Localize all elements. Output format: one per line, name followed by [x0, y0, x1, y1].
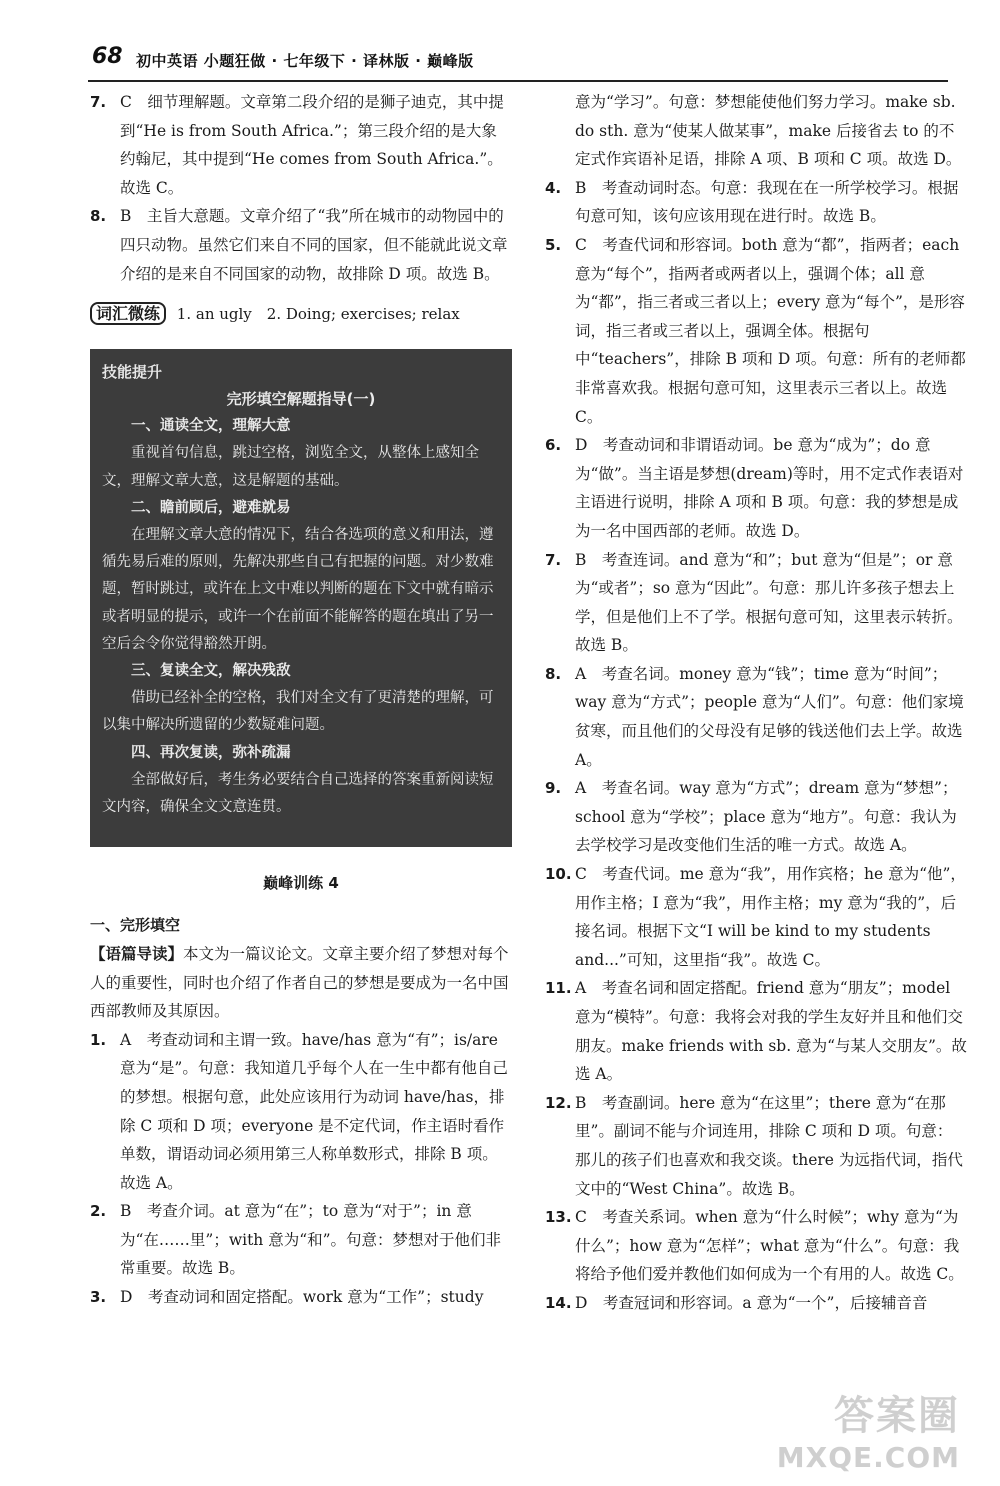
- vocab-practice: [90, 300, 512, 329]
- vocab-label: 词汇微练: [90, 302, 166, 325]
- answer-number: 14.: [545, 1293, 572, 1312]
- answer-text: C 细节理解题。文章第二段介绍的是狮子迪克，其中提到“He is from South Africa.”；第三段介绍的是大象约翰尼，其中提到“He comes from South Africa.”。故选 C。: [120, 93, 504, 197]
- skill-heading: 三、复读全文，解决残敌: [131, 662, 291, 679]
- answer-text: B 主旨大意题。文章介绍了“我”所在城市的动物园中的四只动物。虽然它们来自不同的国家，但不能就此说文章介绍的是来自不同国家的动物，故排除 D 项。故选 B。: [120, 207, 508, 283]
- right-column: [545, 88, 967, 1318]
- answer-text: D 考查冠词和形容词。a 意为“一个”，后接辅音音: [575, 1293, 928, 1312]
- answer-number: 3.: [90, 1288, 107, 1307]
- answer-number: 9.: [545, 779, 562, 798]
- guide-text: 本文为一篇议论文。文章主要介绍了梦想对每个人的重要性，同时也介绍了作者自己的梦想是要成为一名中国西部教师及其原因。: [90, 944, 509, 1021]
- answer-item: [545, 974, 967, 1088]
- answer-number: 1.: [90, 1030, 107, 1049]
- skill-heading: 一、通读全文，理解大意: [131, 418, 291, 435]
- answer-item: [545, 546, 967, 660]
- answer-text: A 考查名词。way 意为“方式”；dream 意为“梦想”；school 意为“学校”；place 意为“地方”。句意：我认为去学校学习是改变他们生活的唯一方式。故选 A。: [575, 779, 958, 855]
- header-divider: [88, 80, 948, 82]
- answer-item: [545, 660, 967, 774]
- answer-text: B 考查动词时态。句意：我现在在一所学校学习。根据句意可知，该句应该用现在进行时。故选 B。: [575, 178, 959, 226]
- skill-body: 借助已经补全的空格，我们对全文有了更清楚的理解，可以集中解决所遗留的少数疑难问题。: [102, 690, 494, 734]
- answer-number: 12.: [545, 1093, 572, 1112]
- part-title: 一、完形填空: [90, 916, 181, 935]
- section-title: 巅峰训练 4: [263, 873, 339, 892]
- answer-number: 7.: [90, 93, 107, 111]
- answer-text: D 考查动词和非谓语动词。be 意为“成为”；do 意为“做”。当主语是梦想(dream)等时，用不定式作表语对主语进行说明，排除 A 项和 B 项。句意：我的梦想是成为一名中国西部的老师。故选 D。: [575, 436, 964, 540]
- answer-item: [545, 860, 967, 974]
- answer-text: A 考查动词和主谓一致。have/has 意为“有”；is/are 意为“是”。句意：我知道几乎每个人在一生中都有他自己的梦想。根据句意，此处应该用行为动词 have/has，排除 C 项和 D 项；everyone 是不定代词，作主语时看作单数，谓语动词必须用第三人称单数形式，排除 B 项。故选 A。: [120, 1030, 508, 1192]
- answer-item: [545, 231, 967, 431]
- answer-number: 8.: [545, 664, 562, 683]
- skill-heading: 二、瞻前顾后，避难就易: [131, 499, 291, 516]
- guide-label: 【语篇导读】: [90, 944, 184, 963]
- skill-box: [90, 349, 512, 847]
- answer-number: 2.: [90, 1202, 107, 1221]
- answer-text: D 考查动词和固定搭配。work 意为“工作”；study: [120, 1288, 484, 1307]
- answer-item: [90, 1197, 512, 1283]
- answer-text: A 考查名词。money 意为“钱”；time 意为“时间”；way 意为“方式”；people 意为“人们”。句意：他们家境贫寒，而且他们的父母没有足够的钱送他们去上学。故选 A。: [575, 664, 964, 769]
- answer-number: 6.: [545, 436, 562, 455]
- skill-heading: 四、再次复读，弥补疏漏: [131, 744, 291, 761]
- answer-item: [545, 1089, 967, 1203]
- vocab-answers: 1. an ugly 2. Doing; exercises; relax: [176, 305, 460, 324]
- answer-text: B 考查副词。here 意为“在这里”；there 意为“在那里”。副词不能与介词连用，排除 C 项和 D 项。句意：那儿的孩子们也喜欢和我交谈。there 为远指代词，指代文中的“West China”。故选 B。: [575, 1093, 963, 1198]
- answer-item: [545, 1203, 967, 1289]
- answer-item: [90, 1026, 512, 1198]
- watermark: [777, 1384, 960, 1474]
- answer-number: 5.: [545, 235, 562, 254]
- page-number: 68: [92, 44, 123, 69]
- skill-body: 全部做好后，考生务必要结合自己选择的答案重新阅读短文内容，确保全文文意连贯。: [102, 771, 494, 815]
- watermark-logo: 答案圈: [834, 1393, 960, 1439]
- answer-number: 11.: [545, 979, 572, 998]
- reading-guide: [90, 940, 512, 1026]
- skill-tag: 技能提升: [102, 362, 163, 381]
- answer-item: [545, 1289, 967, 1318]
- answer-text: B 考查介词。at 意为“在”；to 意为“对于”；in 意为“在……里”；with 意为“和”。句意：梦想对于他们非常重要。故选 B。: [120, 1202, 502, 1278]
- left-column: [90, 88, 512, 1312]
- answer-item: [90, 202, 512, 288]
- answer-text: C 考查代词。me 意为“我”，用作宾格；he 意为“他”，用作主格；I 意为“我”，用作主格；my 意为“我的”，后接名词。根据下文“I will be kind to my students and...”可知，这里指“我”。故选 C。: [575, 865, 966, 969]
- answer-item: [90, 1283, 512, 1312]
- answer-number: 7.: [545, 550, 562, 569]
- answer-text: C 考查关系词。when 意为“什么时候”；why 意为“为什么”；how 意为“怎样”；what 意为“什么”。句意：我将给予他们爱并教他们如何成为一个有用的人。故选 C。: [575, 1208, 964, 1284]
- answer-item: [545, 774, 967, 860]
- answer-item: [545, 431, 967, 545]
- answer-number: 8.: [90, 207, 107, 226]
- answer-item: [545, 174, 967, 231]
- book-title: 初中英语 小题狂做 · 七年级下 · 译林版 · 巅峰版: [136, 52, 474, 70]
- answer-number: 4.: [545, 178, 562, 197]
- answer-item: [90, 88, 512, 202]
- page-header: [88, 40, 948, 80]
- answer-number: 10.: [545, 865, 572, 884]
- answer-text: B 考查连词。and 意为“和”；but 意为“但是”；or 意为“或者”；so 意为“因此”。句意：那儿许多孩子想去上学，但是他们上不了学。根据句意可知，这里表示转折。故选 B。: [575, 550, 963, 655]
- answer-number: 13.: [545, 1208, 572, 1227]
- skill-body: 重视首句信息，跳过空格，浏览全文，从整体上感知全文，理解文章大意，这是解题的基础。: [102, 445, 479, 489]
- skill-body: 在理解文章大意的情况下，结合各选项的意义和用法，遵循先易后难的原则，先解决那些自己有把握的问题。对少数难题，暂时跳过，或许在上文中难以判断的题在下文中就有暗示或者明显的提示，或许一个在前面不能解答的题在填出了另一空后会令你觉得豁然开朗。: [102, 526, 494, 652]
- skill-title: 完形填空解题指导(一): [226, 389, 376, 408]
- answer-text: C 考查代词和形容词。both 意为“都”，指两者；each 意为“每个”，指两者或两者以上，强调个体；all 意为“都”，指三者或三者以上；every 意为“每个”，是形容词，指三者或三者以上，强调全体。根据句中“teachers”，排除 B 项和 D 项。句意：所有的老师都非常喜欢我。根据句意可知，这里表示三者以上。故选 C。: [575, 235, 966, 426]
- answer-text: A 考查名词和固定搭配。friend 意为“朋友”；model 意为“模特”。句意：我将会对我的学生友好并且和他们交朋友。make friends with sb. 意为“与某人交朋友”。故选 A。: [575, 979, 967, 1084]
- watermark-url: MXQE.COM: [776, 1441, 960, 1474]
- answer-continuation: 意为“学习”。句意：梦想能使他们努力学习。make sb. do sth. 意为“使某人做某事”，make 后接省去 to 的不定式作宾语补足语，排除 A 项、B 项和 C 项。故选 D。: [575, 93, 962, 169]
